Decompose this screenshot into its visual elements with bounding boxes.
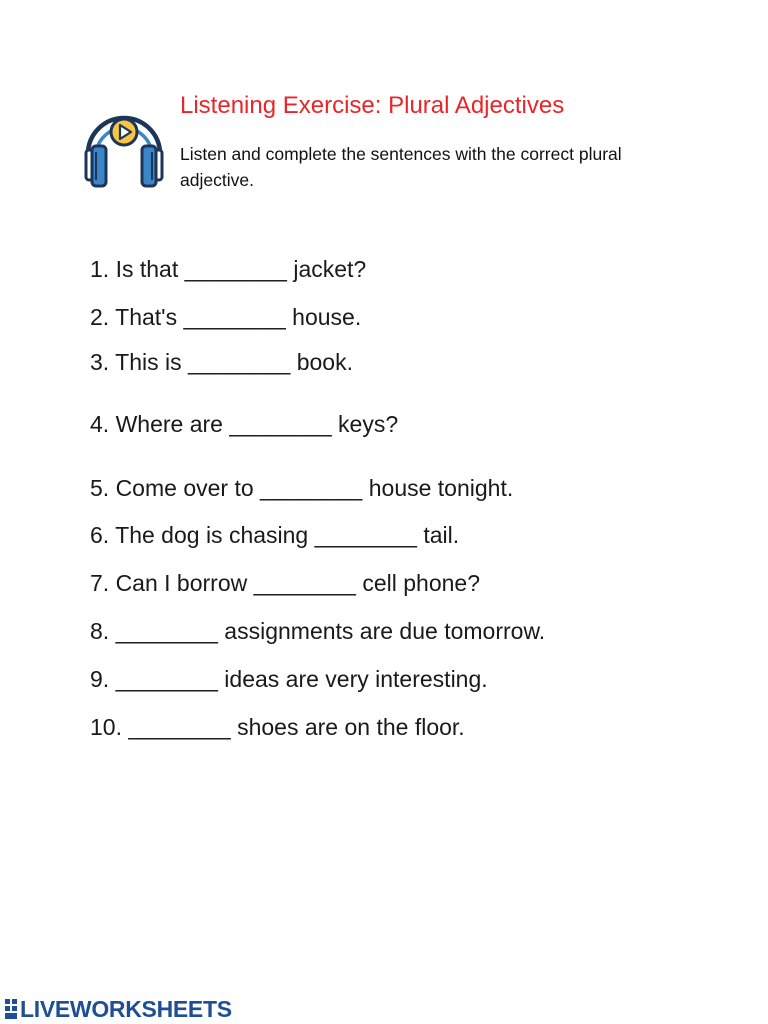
question-4: 4. Where are ________ keys?: [90, 411, 399, 437]
question-5: 5. Come over to ________ house tonight.: [90, 475, 514, 501]
question-7: 7. Can I borrow ________ cell phone?: [90, 570, 481, 596]
question-2: 2. That's ________ house.: [90, 304, 362, 330]
liveworksheets-logo-icon: [4, 998, 18, 1020]
question-8: 8. ________ assignments are due tomorrow.: [90, 618, 546, 644]
question-1: 1. Is that ________ jacket?: [90, 256, 367, 282]
question-9: 9. ________ ideas are very interesting.: [90, 666, 488, 692]
brand-name: LIVEWORKSHEETS: [20, 995, 232, 1022]
question-3: 3. This is ________ book.: [90, 349, 353, 375]
headphones-play-icon: [78, 96, 170, 192]
question-6: 6. The dog is chasing ________ tail.: [90, 522, 460, 548]
instructions-text: Listen and complete the sentences with the correct plural adjective.: [180, 144, 622, 190]
liveworksheets-logo[interactable]: [4, 996, 232, 1022]
worksheet-title: Listening Exercise: Plural Adjectives: [180, 92, 565, 119]
question-10: 10. ________ shoes are on the floor.: [90, 714, 465, 740]
